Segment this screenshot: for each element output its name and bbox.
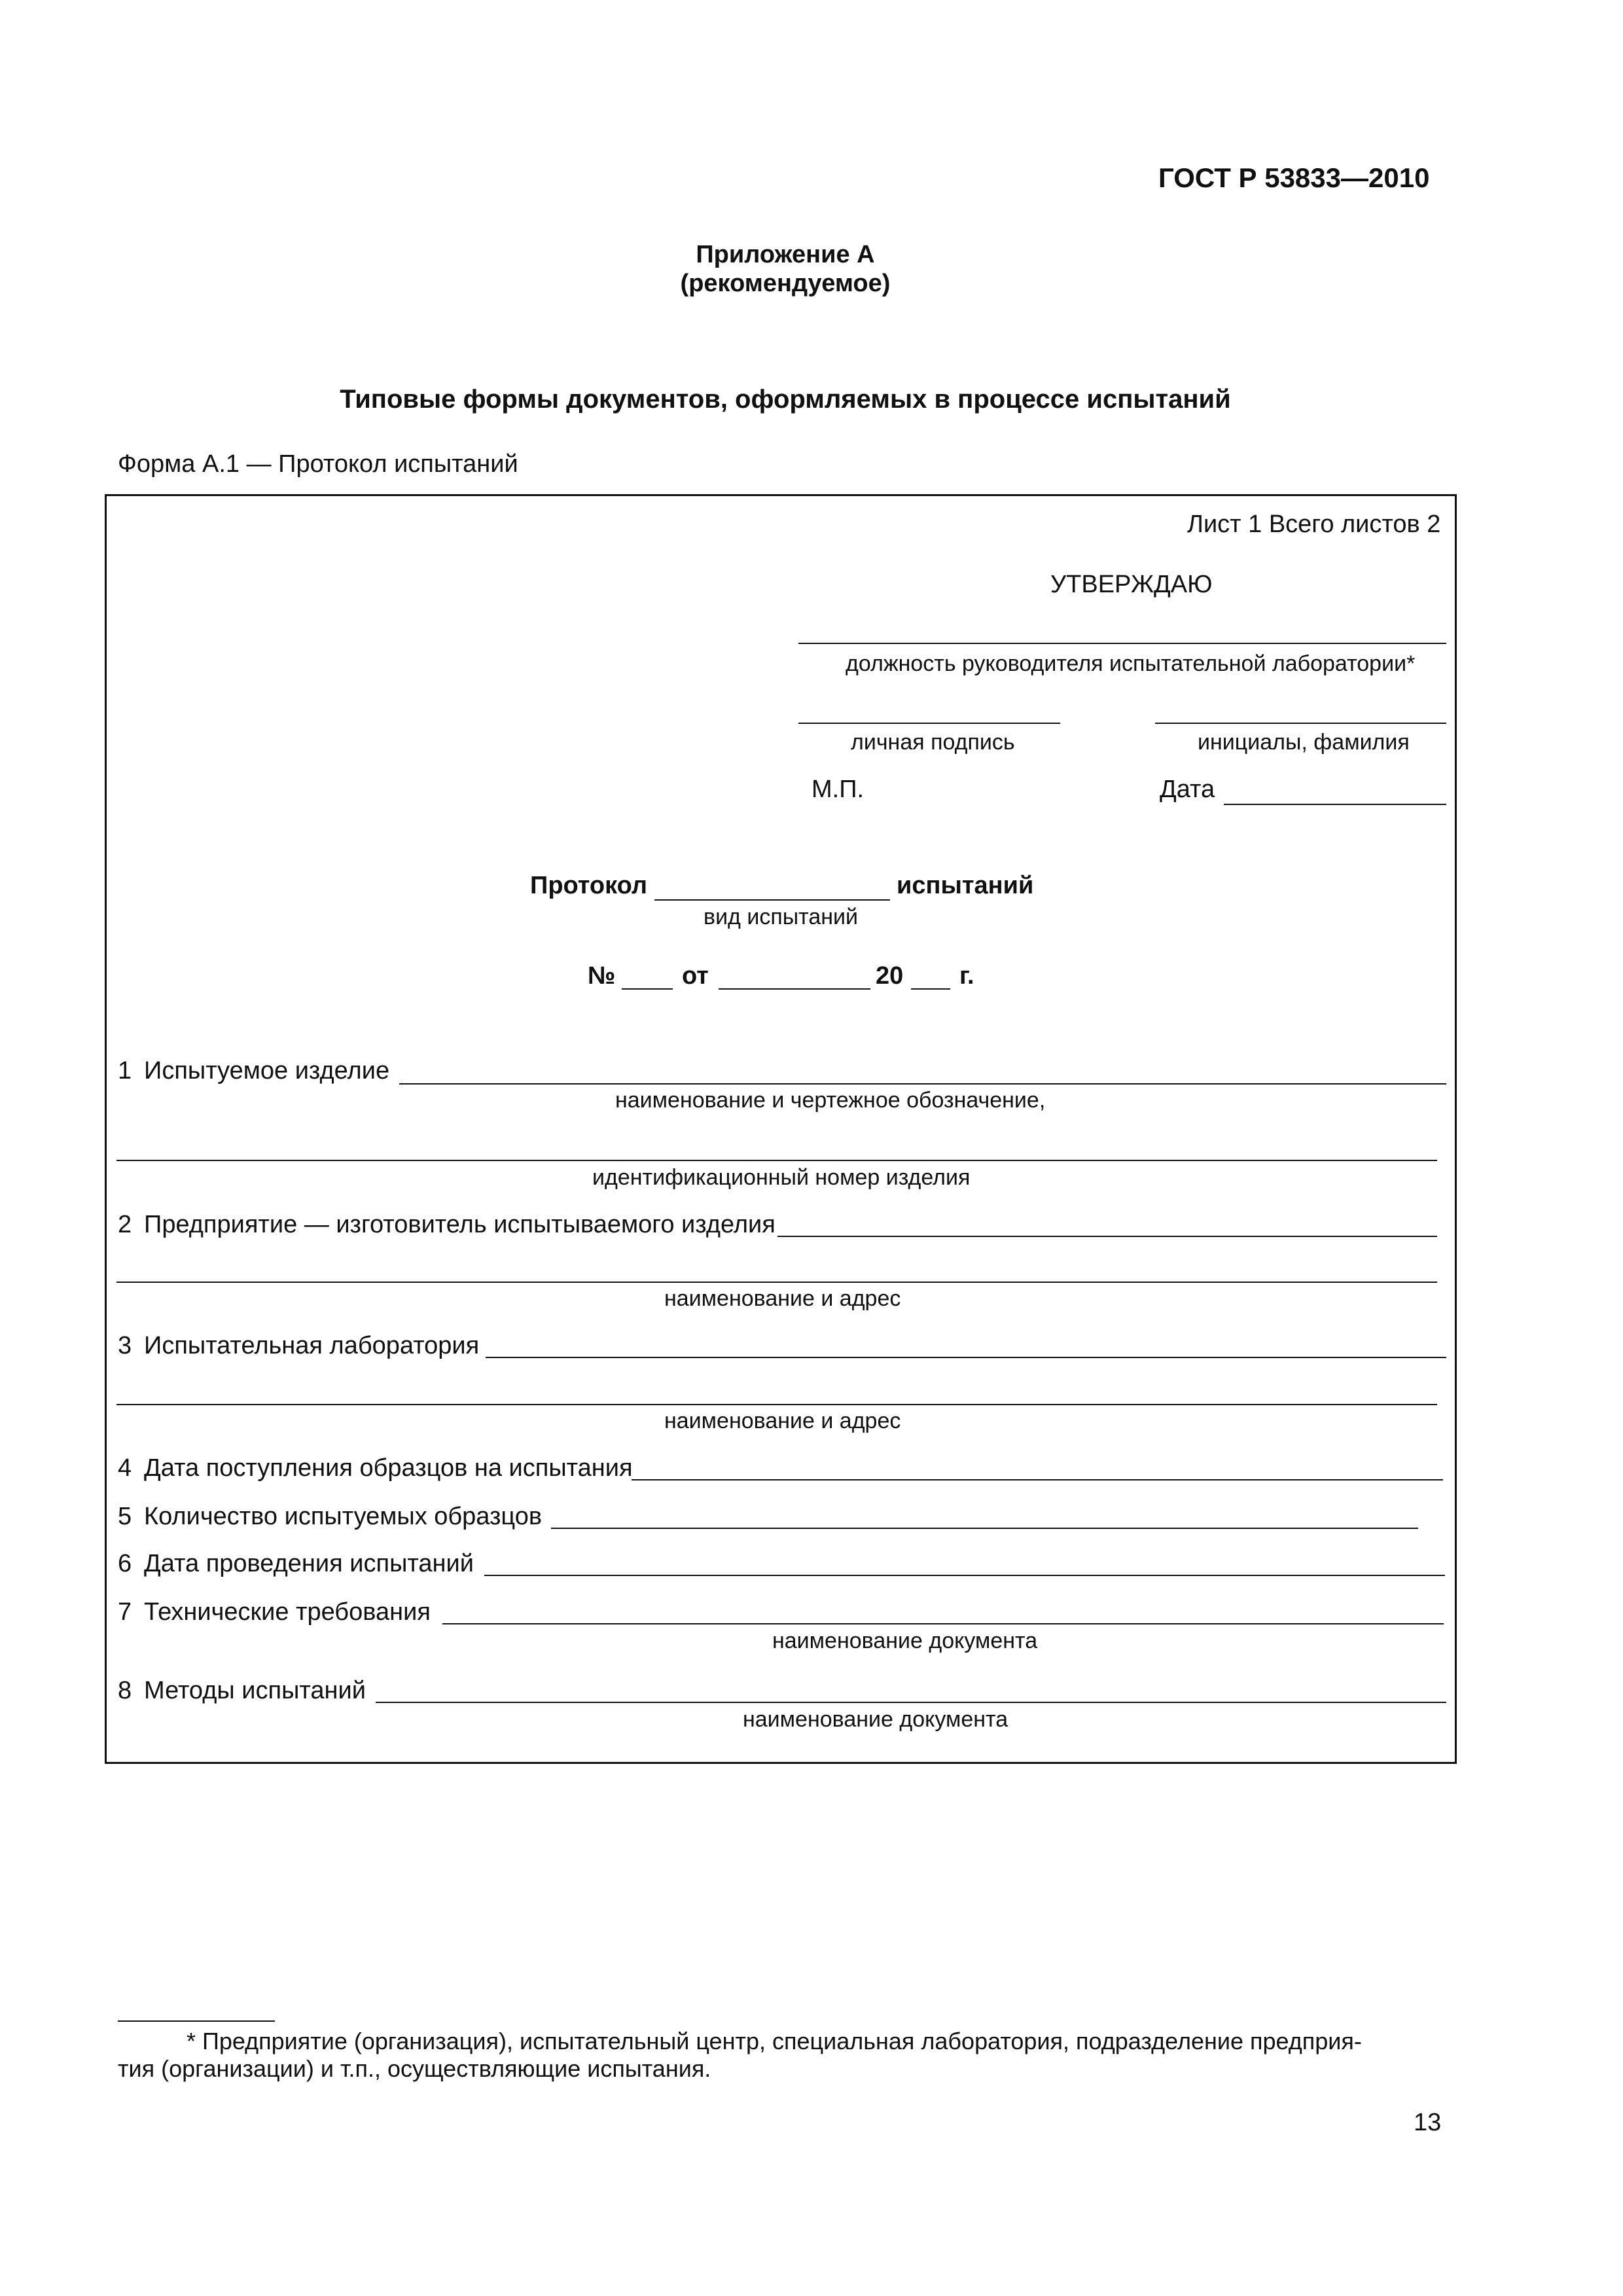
item-7-field[interactable] <box>442 1623 1444 1624</box>
item-6-field[interactable] <box>484 1575 1445 1576</box>
test-type-field[interactable] <box>654 899 890 901</box>
item-8-number: 8 <box>118 1677 132 1704</box>
approve-date-field[interactable] <box>1224 804 1446 805</box>
item-3-caption: наименование и адрес <box>664 1408 901 1433</box>
item-1-field-line2[interactable] <box>116 1160 1437 1161</box>
sheet-info: Лист 1 Всего листов 2 <box>1187 511 1441 538</box>
from-word: от <box>682 962 709 990</box>
footnote-line1: * Предприятие (организация), испытательный центр, специальная лаборатория, подразделение предприя- <box>187 2028 1362 2054</box>
item-1-number: 1 <box>118 1057 132 1085</box>
item-3-number: 3 <box>118 1332 132 1359</box>
item-5-field[interactable] <box>551 1528 1418 1529</box>
stamp-label: М.П. <box>812 776 865 803</box>
year-prefix: 20 <box>876 962 904 990</box>
item-8-field[interactable] <box>376 1702 1446 1703</box>
number-sign: № <box>588 962 616 990</box>
signature-caption: личная подпись <box>851 730 1015 755</box>
item-6-label: Дата проведения испытаний <box>144 1550 474 1577</box>
item-3-field-line2[interactable] <box>116 1404 1437 1405</box>
item-1-caption: наименование и чертежное обозначение, <box>615 1088 1046 1113</box>
item-2-number: 2 <box>118 1211 132 1238</box>
year-suffix: г. <box>959 962 974 990</box>
name-field[interactable] <box>1155 723 1446 724</box>
footnote-line2: тия (организации) и т.п., осуществляющие испытания. <box>118 2055 711 2082</box>
section-title: Типовые формы документов, оформляемых в процессе испытаний <box>340 385 1231 414</box>
protocol-year-field[interactable] <box>911 988 950 990</box>
item-7-number: 7 <box>118 1598 132 1626</box>
approve-heading: УТВЕРЖДАЮ <box>1050 571 1213 598</box>
protocol-date-field[interactable] <box>719 988 870 990</box>
footnote-separator <box>118 2020 275 2022</box>
approver-position-field[interactable] <box>798 643 1446 644</box>
protocol-number-field[interactable] <box>622 988 673 990</box>
item-2-field-line2[interactable] <box>116 1282 1437 1283</box>
date-label: Дата <box>1160 776 1215 803</box>
item-1-label: Испытуемое изделие <box>144 1057 390 1085</box>
item-3-field[interactable] <box>486 1357 1446 1358</box>
item-8-caption: наименование документа <box>743 1707 1008 1732</box>
name-caption: инициалы, фамилия <box>1198 730 1410 755</box>
item-5-label: Количество испытуемых образцов <box>144 1503 543 1530</box>
item-1-field[interactable] <box>399 1083 1446 1085</box>
annex-title: Приложение А <box>696 241 875 268</box>
item-8-label: Методы испытаний <box>144 1677 366 1704</box>
item-5-number: 5 <box>118 1503 132 1530</box>
form-label: Форма А.1 — Протокол испытаний <box>118 450 518 478</box>
item-6-number: 6 <box>118 1550 132 1577</box>
item-4-number: 4 <box>118 1454 132 1482</box>
test-type-caption: вид испытаний <box>704 905 859 929</box>
approver-position-caption: должность руководителя испытательной лаборатории* <box>846 651 1416 676</box>
protocol-word: Протокол <box>530 872 648 899</box>
page-number: 13 <box>1414 2109 1442 2136</box>
item-4-label: Дата поступления образцов на испытания <box>144 1454 633 1482</box>
item-7-label: Технические требования <box>144 1598 431 1626</box>
item-4-field[interactable] <box>632 1479 1443 1480</box>
item-1-caption2: идентификационный номер изделия <box>592 1165 971 1190</box>
signature-field[interactable] <box>798 723 1060 724</box>
annex-status: (рекомендуемое) <box>680 270 891 297</box>
item-2-label: Предприятие — изготовитель испытываемого изделия <box>144 1211 776 1238</box>
tests-word: испытаний <box>897 872 1034 899</box>
item-3-label: Испытательная лаборатория <box>144 1332 480 1359</box>
standard-number: ГОСТ Р 53833—2010 <box>1158 162 1430 193</box>
item-2-caption: наименование и адрес <box>664 1286 901 1311</box>
item-7-caption: наименование документа <box>772 1628 1038 1653</box>
item-2-field[interactable] <box>777 1236 1437 1237</box>
